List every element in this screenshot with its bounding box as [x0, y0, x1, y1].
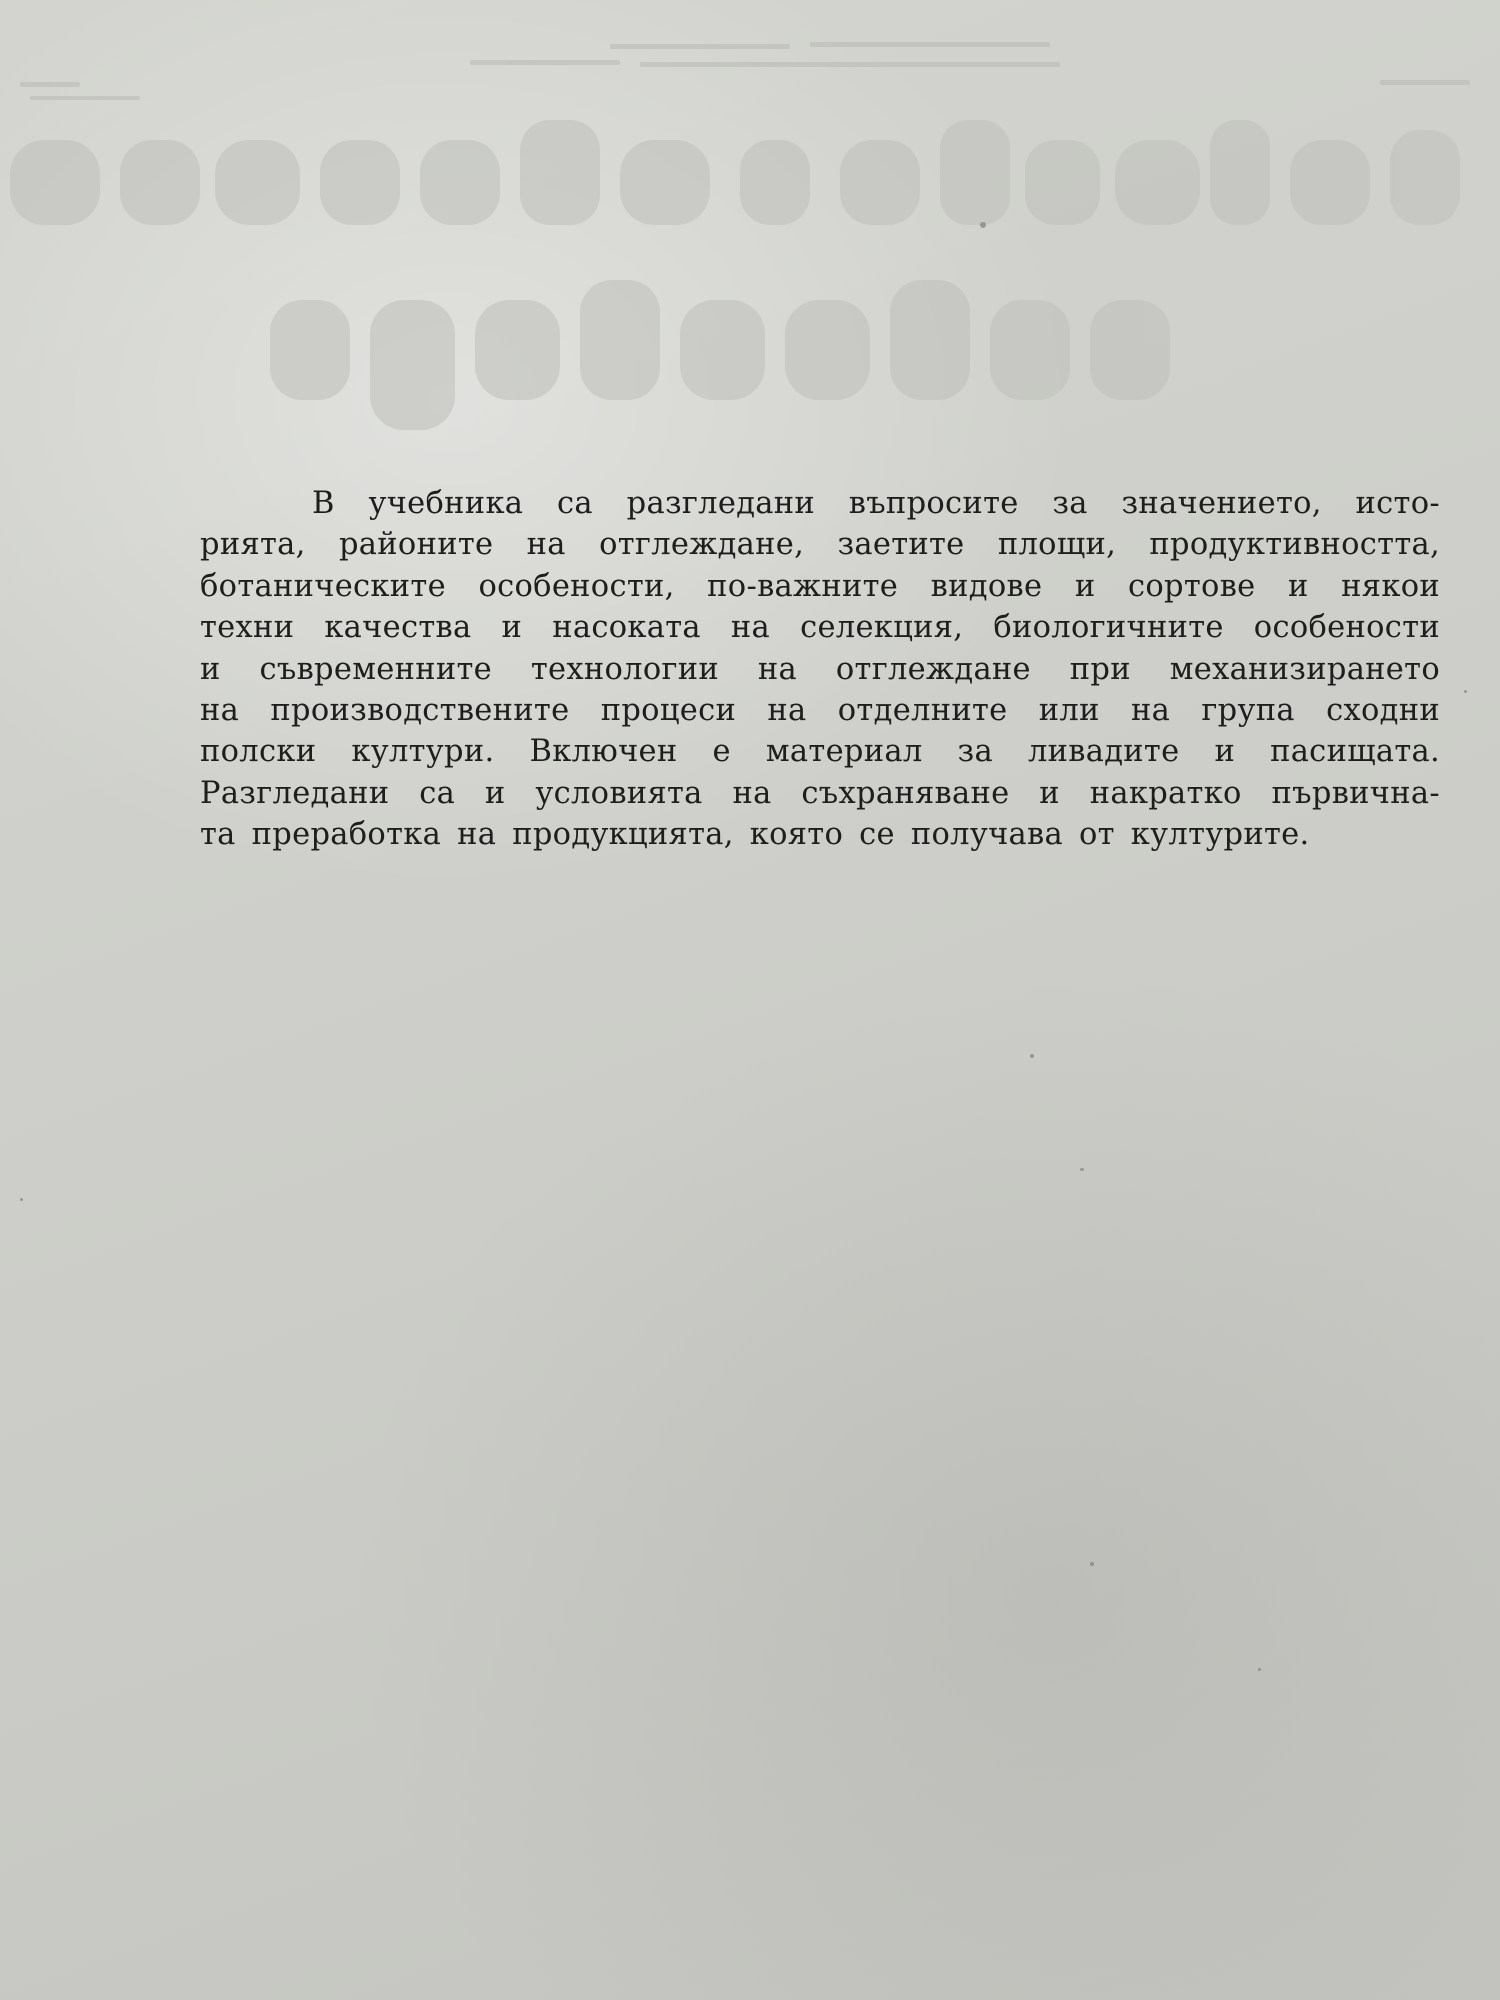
abstract-line: на производствените процеси на отделните или на група сходни: [200, 692, 1440, 728]
abstract-line: ботаническите особености, по-важните видове и сортове и някои: [200, 568, 1440, 604]
paper-speck: [1090, 1562, 1094, 1566]
paper-speck: [1258, 1668, 1261, 1671]
abstract-line: та преработка на продукцията, която се получава от културите.: [200, 817, 1310, 853]
abstract-line: и съвременните технологии на отглеждане при механизирането: [200, 651, 1440, 687]
paper-speck: [980, 222, 986, 228]
paper-speck: [20, 1198, 23, 1201]
show-through-heading: [0, 110, 1500, 450]
paper-speck: [1464, 690, 1467, 693]
paper-speck: [1080, 1168, 1084, 1171]
abstract-line: полски култури. Включен е материал за ливадите и пасищата.: [200, 734, 1440, 770]
abstract-line: рията, районите на отглеждане, заетите площи, продуктивността,: [200, 527, 1440, 563]
abstract-line: техни качества и насоката на селекция, биологичните особености: [200, 610, 1440, 646]
abstract-line: В учебника са разгледани въпросите за значението, исто-: [312, 486, 1440, 521]
paper-speck: [1030, 1054, 1034, 1058]
abstract-paragraph: [200, 483, 1440, 856]
bleed-through-text: [0, 30, 1500, 110]
abstract-line: Разгледани са и условията на съхраняване и накратко първична-: [200, 775, 1440, 811]
